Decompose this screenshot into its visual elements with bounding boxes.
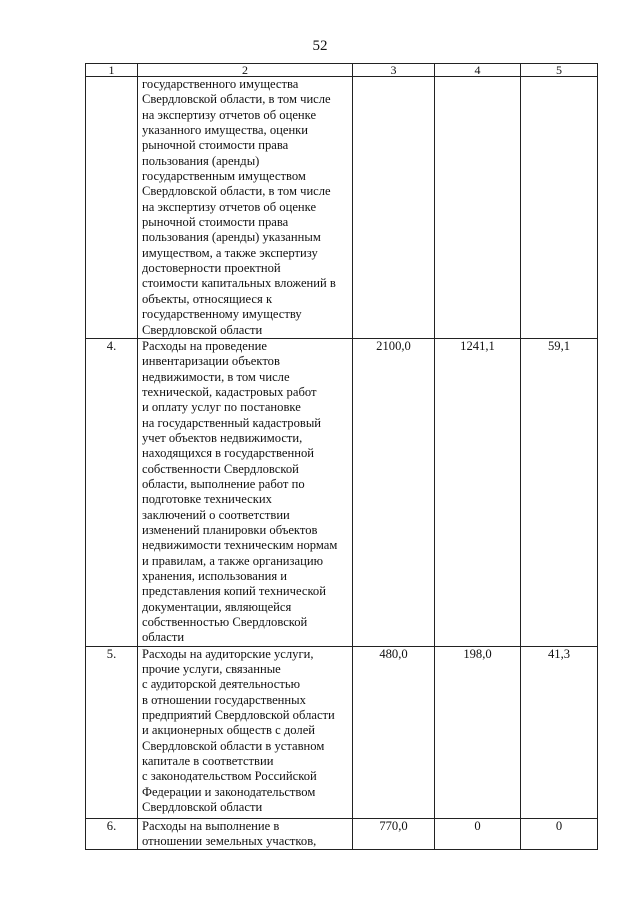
value-col-3: 480,0	[353, 646, 435, 818]
description-line: Свердловской области в уставном	[142, 738, 325, 753]
table-row	[86, 338, 598, 646]
description-line: и акционерных обществ с долей	[142, 723, 316, 738]
description-line: на экспертизу отчетов об оценке	[142, 107, 317, 122]
description-line: области	[142, 630, 185, 645]
description-line: предприятий Свердловской области	[142, 708, 335, 723]
description-line: Расходы на проведение	[142, 338, 267, 353]
table-body	[86, 64, 598, 850]
description-line: указанного имущества, оценки	[142, 123, 309, 138]
description-line: Свердловской области	[142, 322, 263, 337]
description-line: учет объектов недвижимости,	[142, 430, 303, 445]
row-number: 5.	[86, 646, 138, 818]
description-line: пользования (аренды)	[142, 153, 260, 168]
description-line: находящихся в государственной	[142, 446, 315, 461]
description-line: Свердловской области, в том числе	[142, 184, 331, 199]
description-line: инвентаризации объектов	[142, 354, 280, 369]
value-col-3: 2100,0	[353, 338, 435, 646]
description-line: собственностью Свердловской	[142, 615, 308, 630]
row-number: 6.	[86, 818, 138, 850]
row-number: 4.	[86, 338, 138, 646]
description-line: на государственный кадастровый	[142, 415, 322, 430]
header-cell-5: 5	[521, 64, 598, 77]
row-description	[138, 818, 353, 850]
description-line: и оплату услуг по постановке	[142, 400, 301, 415]
value-col-4: 0	[435, 818, 521, 850]
value-col-3	[353, 77, 435, 339]
description-line: недвижимости, в том числе	[142, 369, 290, 384]
description-line: Федерации и законодательством	[142, 784, 316, 799]
header-cell-3: 3	[353, 64, 435, 77]
description-line: пользования (аренды) указанным	[142, 230, 321, 245]
description-line: государственному имуществу	[142, 307, 302, 322]
header-cell-1: 1	[86, 64, 138, 77]
description-line: объекты, относящиеся к	[142, 291, 273, 306]
value-col-4	[435, 77, 521, 339]
description-line: области, выполнение работ по	[142, 476, 305, 491]
value-col-5	[521, 77, 598, 339]
description-line: технической, кадастровых работ	[142, 384, 317, 399]
description-line: с законодательством Российской	[142, 769, 317, 784]
page-number: 52	[312, 38, 328, 54]
description-line: с аудиторской деятельностью	[142, 677, 301, 692]
table-row	[86, 646, 598, 818]
row-description	[138, 338, 353, 646]
table-row	[86, 818, 598, 850]
description-line: Расходы на выполнение в	[142, 818, 280, 833]
description-line: государственным имуществом	[142, 169, 306, 184]
description-line: подготовке технических	[142, 492, 272, 507]
description-line: представления копий технической	[142, 584, 326, 599]
description-line: стоимости капитальных вложений в	[142, 276, 336, 291]
value-col-5: 41,3	[521, 646, 598, 818]
value-col-4: 198,0	[435, 646, 521, 818]
description-line: на экспертизу отчетов об оценке	[142, 199, 317, 214]
value-col-5: 59,1	[521, 338, 598, 646]
description-line: и правилам, а также организацию	[142, 553, 323, 568]
description-line: изменений планировки объектов	[142, 522, 318, 537]
value-col-5: 0	[521, 818, 598, 850]
description-line: достоверности проектной	[142, 261, 281, 276]
description-line: заключений о соответствии	[142, 507, 290, 522]
row-description	[138, 646, 353, 818]
description-line: Расходы на аудиторские услуги,	[142, 646, 314, 661]
description-line: имуществом, а также экспертизу	[142, 245, 318, 260]
description-line: недвижимости техническим нормам	[142, 538, 338, 553]
table-row	[86, 77, 598, 339]
description-line: Свердловской области	[142, 800, 263, 815]
header-row	[86, 64, 598, 77]
description-line: рыночной стоимости права	[142, 138, 289, 153]
description-line: Свердловской области, в том числе	[142, 92, 331, 107]
row-description	[138, 77, 353, 339]
header-cell-4: 4	[435, 64, 521, 77]
header-cell-2: 2	[138, 64, 353, 77]
row-number	[86, 77, 138, 339]
description-line: прочие услуги, связанные	[142, 662, 281, 677]
description-line: рыночной стоимости права	[142, 215, 289, 230]
description-line: государственного имущества	[142, 77, 299, 91]
description-line: хранения, использования и	[142, 569, 288, 583]
description-line: собственности Свердловской	[142, 461, 299, 476]
description-line: капитале в соответствии	[142, 754, 274, 769]
budget-table	[85, 63, 598, 850]
description-line: документации, являющейся	[142, 599, 292, 614]
value-col-3: 770,0	[353, 818, 435, 850]
description-line: в отношении государственных	[142, 692, 306, 707]
description-line: отношении земельных участков,	[142, 834, 317, 849]
value-col-4: 1241,1	[435, 338, 521, 646]
